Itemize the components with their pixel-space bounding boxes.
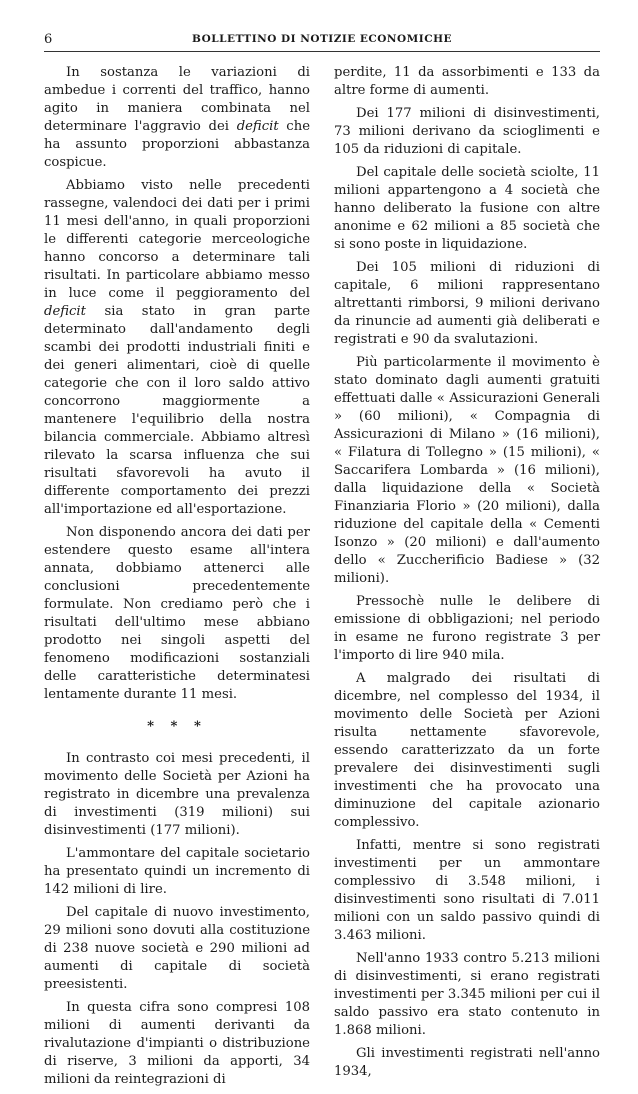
paragraph: A malgrado dei risultati di dicembre, nel complesso del 1934, il movimento delle Società per Azioni risulta nettamente sfavorevole, essendo caratterizzato da un forte prevalere dei disinvestimenti sugli investimenti che ha provocato una diminuzione del capitale azionario complessivo. <box>334 671 600 830</box>
paragraph: In sostanza le variazioni di ambedue i correnti del traffico, hanno agito in maniera combinata nel determinare l'aggravio dei deficit che ha assunto proporzioni abbastanza cospicue. <box>44 65 310 170</box>
paragraph: Gli investimenti registrati nell'anno 1934, <box>334 1046 600 1079</box>
paragraph: Nell'anno 1933 contro 5.213 milioni di disinvestimenti, si erano registrati investimenti per 3.345 milioni per cui il saldo passivo era stato contenuto in 1.868 milioni. <box>334 951 600 1038</box>
paragraph: L'ammontare del capitale societario ha presentato quindi un incremento di 142 milioni di lire. <box>44 846 310 897</box>
paragraph: Pressochè nulle le delibere di emissione di obbligazioni; nel periodo in esame ne furono registrate 3 per l'importo di lire 940 mila. <box>334 594 600 663</box>
paragraph: In questa cifra sono compresi 108 milioni di aumenti derivanti da rivalutazione d'impianti o distribuzione di riserve, 3 milioni da apporti, 34 milioni da reintegrazioni di <box>44 1000 310 1087</box>
running-title: BOLLETTINO DI NOTIZIE ECONOMICHE <box>192 33 452 45</box>
paragraph: Non disponendo ancora dei dati per estendere questo esame all'intera annata, dobbiamo attenerci alle conclusioni precedentemente formulate. Non crediamo però che i risultati dell'ultimo mese abbiano prodotto nei singoli aspetti del fenomeno modificazioni sostanziali delle caratteristiche determinatesi lentamente durante 11 mesi. <box>44 525 310 702</box>
paragraph: Abbiamo visto nelle precedenti rassegne, valendoci dei dati per i primi 11 mesi dell'anno, in quali proporzioni le differenti categorie merceologiche hanno concorso a determinare tali risultati. In particolare abbiamo messo in luce come il peggioramento del deficit sia stato in gran parte determinato dall'andamento degli scambi dei prodotti industriali finiti e dei generi alimentari, cioè di quelle categorie che con il loro saldo attivo concorrono maggiormente a mantenere l'equilibrio della nostra bilancia commerciale. Abbiamo altresì rilevato la scarsa influenza che sui risultati sfavorevoli ha avuto il differente comportamento dei prezzi all'importazione ed all'esportazione. <box>44 178 310 517</box>
paragraph: Infatti, mentre si sono registrati investimenti per un ammontare complessivo di 3.548 milioni, i disinvestimenti sono risultati di 7.011 milioni con un saldo passivo quindi di 3.463 milioni. <box>334 838 600 943</box>
left-column <box>44 64 310 1094</box>
page-header <box>44 32 600 52</box>
page-number: 6 <box>44 32 53 47</box>
right-column <box>334 64 600 1086</box>
header-rule <box>44 51 600 52</box>
paragraph: Del capitale di nuovo investimento, 29 milioni sono dovuti alla costituzione di 238 nuove società e 290 milioni ad aumenti di capitale di società preesistenti. <box>44 905 310 992</box>
paragraph-continued: perdite, 11 da assorbimenti e 133 da altre forme di aumenti. <box>334 65 600 98</box>
paragraph: Più particolarmente il movimento è stato dominato dagli aumenti gratuiti effettuati dalle « Assicurazioni Generali » (60 milioni), « Compagnia di Assicurazioni di Milano » (16 milioni), « Filatura di Tollegno » (15 milioni), « Saccarifera Lombarda » (16 milioni), dalla liquidazione della « Società Finanziaria Florio » (20 milioni), dalla riduzione del capitale della « Cementi Isonzo » (20 milioni) e dall'aumento dello « Zuccherificio Badiese » (32 milioni). <box>334 355 600 586</box>
paragraph: Del capitale delle società sciolte, 11 milioni appartengono a 4 società che hanno deliberato la fusione con altre anonime e 62 milioni a 85 società che si sono poste in liquidazione. <box>334 165 600 252</box>
section-separator: * * * <box>147 719 207 734</box>
paragraph: Dei 105 milioni di riduzioni di capitale, 6 milioni rappresentano altrettanti rimborsi, 9 milioni derivano da rinuncie ad aumenti già deliberati e registrati e 90 da svalutazioni. <box>334 260 600 347</box>
paragraph: In contrasto coi mesi precedenti, il movimento delle Società per Azioni ha registrato in dicembre una prevalenza di investimenti (319 milioni) sui disinvestimenti (177 milioni). <box>44 751 310 838</box>
paragraph: Dei 177 milioni di disinvestimenti, 73 milioni derivano da scioglimenti e 105 da riduzioni di capitale. <box>334 106 600 157</box>
